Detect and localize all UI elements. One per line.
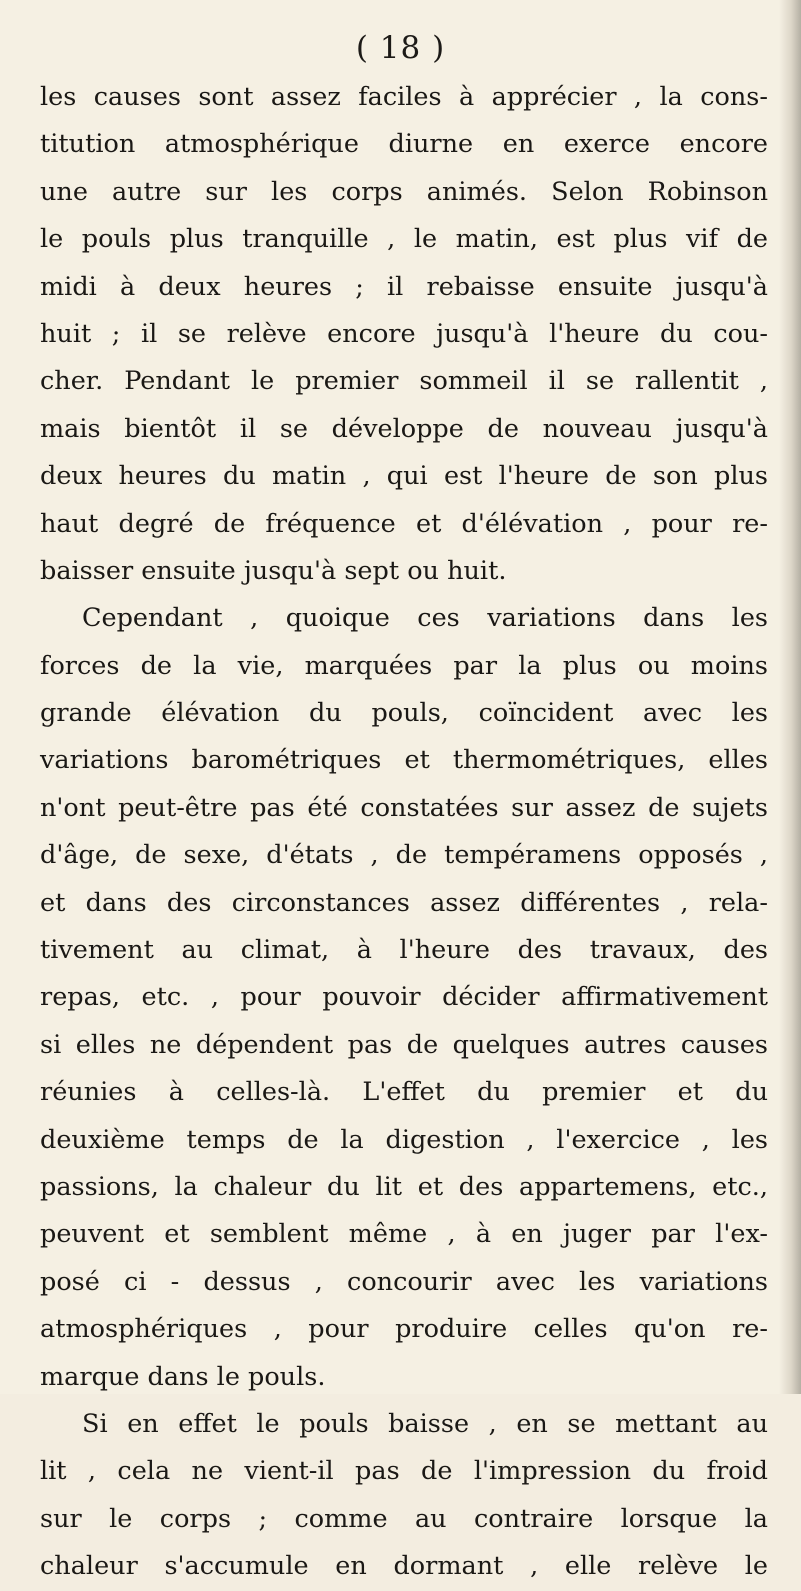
text-line: les causes sont assez faciles à apprécier , la cons- xyxy=(40,82,768,112)
text-line: marque dans le pouls. xyxy=(40,1361,326,1392)
text-line: n'ont peut-être pas été constatées sur assez de sujets xyxy=(40,792,768,823)
text-line: réunies à celles-là. L'effet du premier et du xyxy=(40,1077,768,1108)
text-line: midi à deux heures ; il rebaisse ensuite jusqu'à xyxy=(40,271,768,302)
text-line: sur le corps ; comme au contraire lorsque la xyxy=(40,1503,768,1534)
text-line: haut degré de fréquence et d'élévation , pour re- xyxy=(40,508,768,539)
text-line: variations barométriques et thermométriques, elles xyxy=(40,745,768,776)
text-line: le pouls plus tranquille , le matin, est plus vif de xyxy=(40,224,768,255)
text-line: repas, etc. , pour pouvoir décider affirmativement xyxy=(40,982,768,1013)
text-line: peuvent et semblent même , à en juger par l'ex- xyxy=(40,1219,768,1250)
text-line: une autre sur les corps animés. Selon Robinson xyxy=(40,176,768,207)
text-line: forces de la vie, marquées par la plus ou moins xyxy=(40,650,768,681)
text-line: baisser ensuite jusqu'à sept ou huit. xyxy=(40,555,507,586)
text-line: Cependant , quoique ces variations dans les xyxy=(82,603,768,634)
text-line: cher. Pendant le premier sommeil il se rallentit , xyxy=(40,366,768,397)
text-line: et dans des circonstances assez différentes , rela- xyxy=(40,887,768,918)
text-line: chaleur s'accumule en dormant , elle relève le xyxy=(40,1551,768,1582)
text-line: si elles ne dépendent pas de quelques autres causes xyxy=(40,1029,768,1060)
text-line: titution atmosphérique diurne en exerce encore xyxy=(40,129,768,160)
text-line: huit ; il se relève encore jusqu'à l'heure du cou- xyxy=(40,318,768,349)
page-number: ( 18 ) xyxy=(355,30,446,66)
text-line: lit , cela ne vient-il pas de l'impression du froid xyxy=(40,1456,768,1487)
text-line: tivement au climat, à l'heure des travaux, des xyxy=(40,935,768,966)
text-line: posé ci - dessus , concourir avec les variations xyxy=(40,1266,768,1297)
text-line: grande élévation du pouls, coïncident avec les xyxy=(40,698,768,729)
text-line: Si en effet le pouls baisse , en se mettant au xyxy=(82,1408,768,1439)
text-line: d'âge, de sexe, d'états , de tempéramens opposés , xyxy=(40,840,768,871)
text-line: deuxième temps de la digestion , l'exercice , les xyxy=(40,1124,768,1155)
text-line: passions, la chaleur du lit et des appartemens, etc., xyxy=(40,1171,768,1202)
page-edge-shadow xyxy=(779,0,801,1394)
text-line: atmosphériques , pour produire celles qu'on re- xyxy=(40,1314,768,1345)
body-text xyxy=(40,74,768,1591)
text-line: deux heures du matin , qui est l'heure de son plus xyxy=(40,461,768,492)
text-line: mais bientôt il se développe de nouveau jusqu'à xyxy=(40,413,768,444)
